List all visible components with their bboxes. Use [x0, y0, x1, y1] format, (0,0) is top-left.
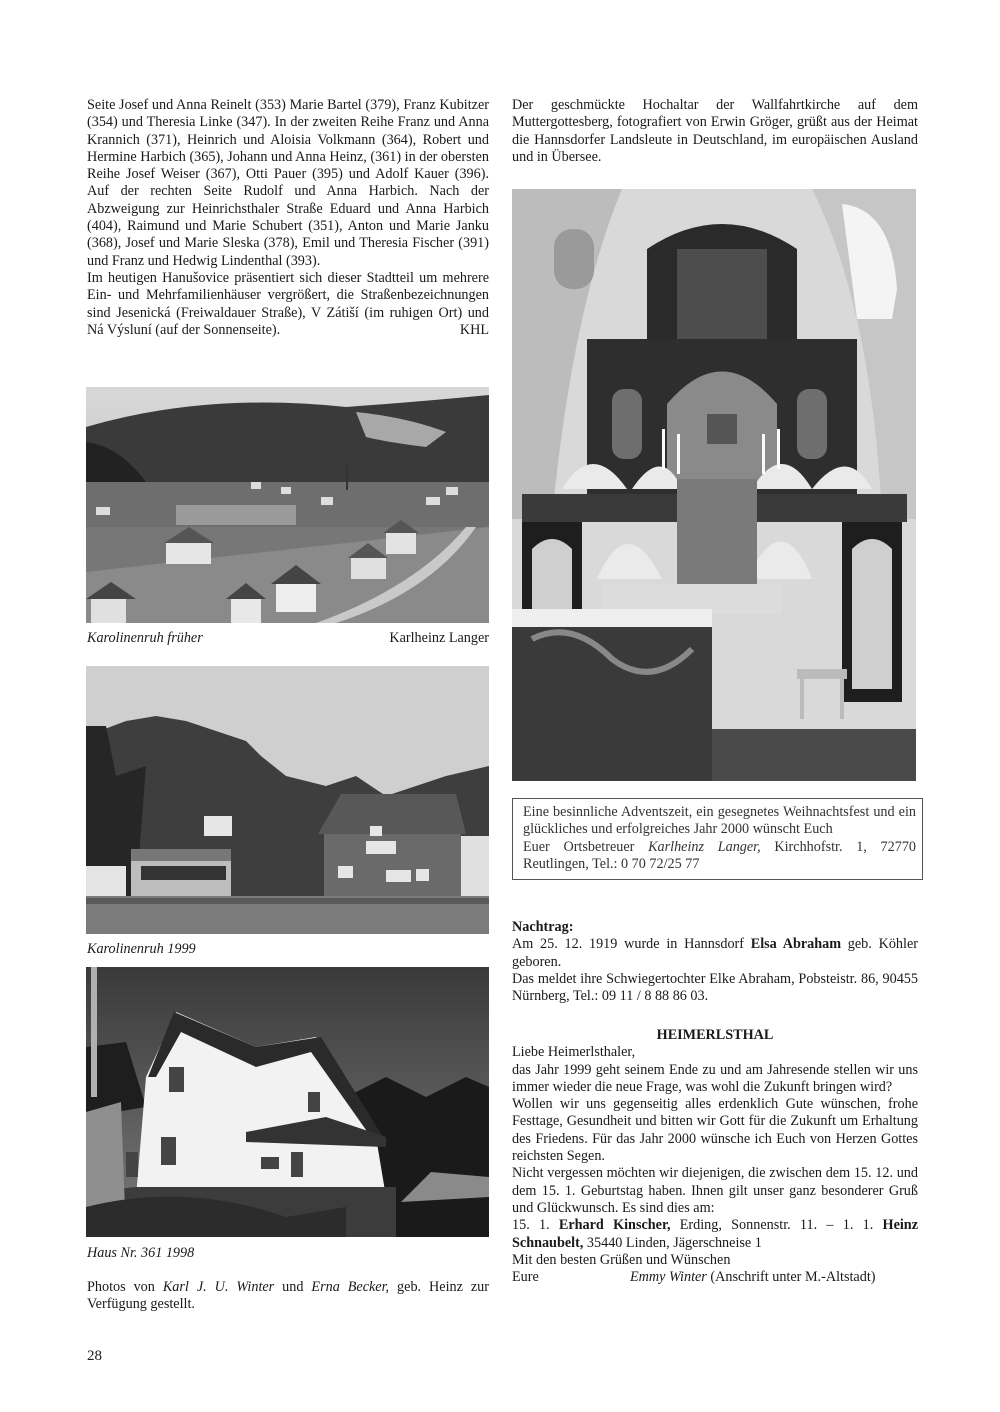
nachtrag-heading: Nachtrag:	[512, 919, 574, 935]
altar-caption: Der geschmückte Hochaltar der Wallfahrtkirche auf dem Muttergottesberg, fotografiert von Erwin Gröger, grüßt aus der Heimat die Hannsdorfer Landsleute in Deutschland, im europäischen Ausland und in Übersee.	[512, 97, 918, 165]
greeting-text: Eine besinnliche Adventszeit, ein gesegnetes Weihnachtsfest und ein glückliches und erfolgreiches Jahr 2000 wünscht Euch	[523, 804, 916, 838]
salutation: Liebe Heimerlsthaler,	[512, 1044, 636, 1061]
person-name: Heinz Schnaubelt,	[512, 1217, 918, 1251]
photo-caption: Karolinenruh früher	[87, 630, 203, 646]
photo-caption: Haus Nr. 361 1998	[87, 1245, 195, 1261]
signature-line: Eure Emmy Winter (Anschrift unter M.-Altstadt)	[512, 1269, 876, 1286]
paragraph: Wollen wir uns gegenseitig alles erdenklich Gute wünschen, frohe Festtage, Gesundheit und bitten wir Gott für die Zukunft um Erhaltung des Friedens. Für das Jahr 2000 wünsche ich Euch von Herzen Gottes reichsten Segen.	[512, 1096, 918, 1165]
photo-haus-361	[86, 967, 489, 1237]
photographer-name: Erna Becker,	[311, 1279, 390, 1295]
hanusovice-paragraph	[87, 270, 489, 339]
photo-hochaltar	[512, 189, 916, 781]
paragraph: das Jahr 1999 geht seinem Ende zu und am Jahresende stellen wir uns immer wieder die neue Frage, was wohl die Zukunft bringen wird?	[512, 1061, 918, 1095]
left-text-block	[87, 97, 489, 339]
sender-name: Karlheinz Langer,	[648, 838, 761, 855]
person-name: Erhard Kinscher,	[558, 1217, 671, 1234]
intro-paragraph: Seite Josef und Anna Reinelt (353) Marie Bartel (379), Franz Kubitzer (354) und Theresia Linke (347). In der zweiten Reihe Franz und Anna Krannich (371), Heinrich und Aloisia Volkmann (364), Robert und Hermine Harbich (365), Johann und Anna Heinz, (361) in der obersten Reihe Josef Weiser (367), Otti Pauer (395) und Adolf Kauer (396). Auf der rechten Seite Rudolf und Anna Harbich. Nach der Abzweigung zur Heinrichsthaler Straße Eduard und Anna Harbich (404), Raimund und Marie Schubert (351), Anton und Marie Janku (368), Josef und Marie Sleska (378), Emil und Theresia Fischer (391) und Franz und Hedwig Lindenthal (393).	[87, 97, 489, 269]
photo-karolinenruh-frueher	[86, 387, 489, 623]
section-heading: HEIMERLSTHAL	[656, 1027, 774, 1043]
photographer-name: Karl J. U. Winter	[162, 1279, 275, 1295]
signer-name: Emmy Winter	[630, 1269, 707, 1286]
birthday-list: 15. 1. Erhard Kinscher, Erding, Sonnenstr. 11. – 1. 1. Heinz Schnaubelt, 35440 Linden, Jägerschneise 1	[512, 1217, 918, 1251]
person-name: Elsa Abraham	[750, 936, 842, 953]
greeting-sender: Euer Ortsbetreuer Karlheinz Langer, Kirchhofstr. 1, 72770 Reutlingen, Tel.: 0 70 72/25 77	[523, 838, 917, 872]
nachtrag-section	[512, 919, 918, 1005]
page-number: 28	[87, 1348, 102, 1364]
paragraph: Nicht vergessen möchten wir diejenigen, die zwischen dem 15. 12. und dem 15. 1. Geburtstag haben. Ihnen gilt unser ganz besonderer Gruß und Glückwunsch. Es sind dies am:	[512, 1165, 918, 1216]
closing: Mit den besten Grüßen und Wünschen	[512, 1251, 731, 1268]
heimerlsthal-section	[512, 1027, 918, 1286]
author-initials: KHL	[459, 321, 489, 338]
photo-credits-note: Photos von Karl J. U. Winter und Erna Becker, geb. Heinz zur Verfügung gestellt.	[87, 1279, 489, 1313]
christmas-greeting-box	[512, 798, 923, 880]
photo-caption: Karolinenruh 1999	[87, 941, 196, 957]
hanusovice-text: Im heutigen Hanušovice präsentiert sich dieser Stadtteil um mehrere Ein- und Mehrfamilienhäuser vergrößert, die Straßenbezeichnungen sind Jesenická (Freiwaldauer Straße), V Zátiší (im ruhigen Ort) und Ná Výsluní (auf der Sonnenseite).	[87, 269, 489, 338]
birth-notice: Am 25. 12. 1919 wurde in Hannsdorf Elsa Abraham geb. Köhler geboren.	[512, 936, 918, 970]
photo-credit: Karlheinz Langer	[389, 630, 489, 646]
photo-karolinenruh-1999	[86, 666, 489, 934]
notice-reporter: Das meldet ihre Schwiegertochter Elke Abraham, Pobsteistr. 86, 90455 Nürnberg, Tel.: 09 11 / 8 88 86 03.	[512, 970, 918, 1005]
